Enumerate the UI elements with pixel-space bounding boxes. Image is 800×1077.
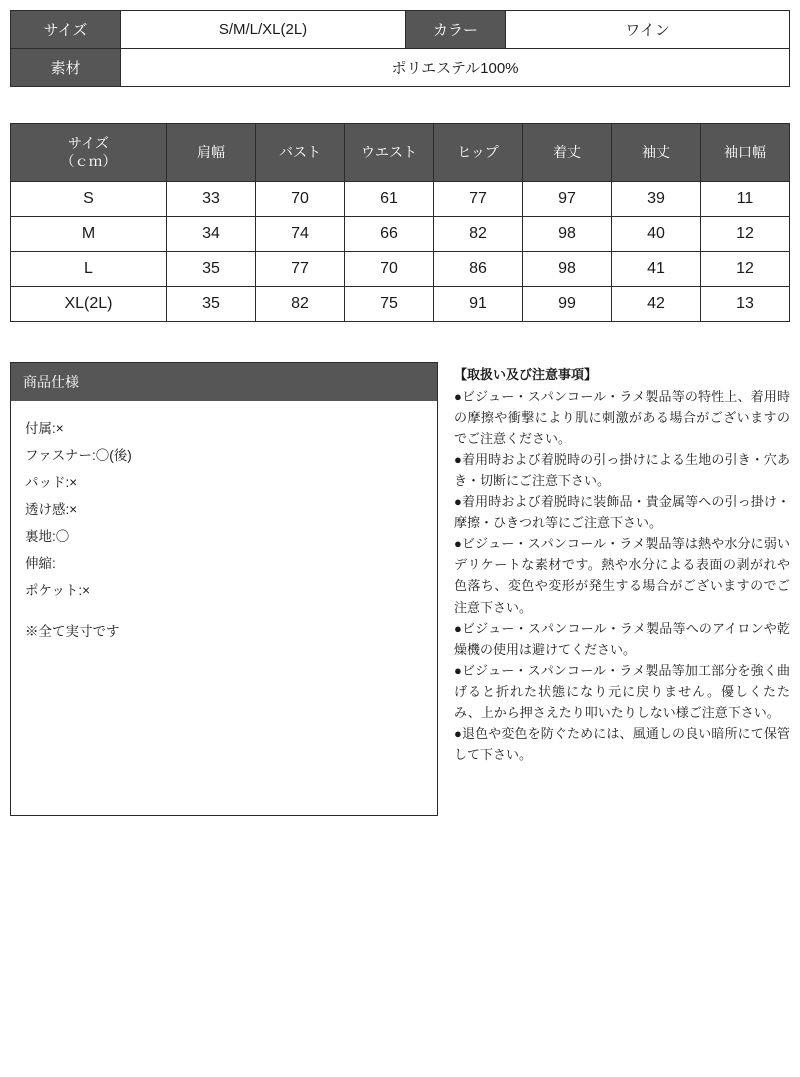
list-item: パッド:× — [25, 475, 78, 490]
table-row — [11, 49, 790, 87]
product-detail-page — [0, 10, 800, 1077]
size-chart-cell: 86 — [434, 252, 523, 287]
care-note-item: ●着用時および着脱時に装飾品・貴金属等への引っ掛け・摩擦・ひきつれ等にご注意下さい。 — [454, 494, 790, 531]
product-specification-footnote: ※全て実寸です — [25, 624, 120, 639]
size-chart-row-label: L — [11, 252, 167, 287]
size-chart-cell: 97 — [523, 182, 612, 217]
care-note-item: ●ビジュー・スパンコール・ラメ製品等へのアイロンや乾燥機の使用は避けてください。 — [454, 620, 790, 657]
size-chart-cell: 12 — [701, 217, 790, 252]
size-chart-table — [10, 123, 790, 322]
size-chart-cell: 82 — [434, 217, 523, 252]
size-chart-cell: 35 — [167, 252, 256, 287]
spacer — [25, 604, 423, 618]
size-chart-cell: 12 — [701, 252, 790, 287]
size-chart-header-shoulder: 肩幅 — [167, 124, 256, 182]
list-item: 裏地:〇 — [25, 529, 70, 544]
care-note-item: ●ビジュー・スパンコール・ラメ製品等の特性上、着用時の摩擦や衝撃により肌に刺激がある場合がございますのでご注意ください。 — [454, 389, 790, 447]
list-item: ファスナー:〇(後) — [25, 448, 132, 463]
care-note-item: ●着用時および着脱時の引っ掛けによる生地の引き・穴あき・切断にご注意下さい。 — [454, 452, 790, 489]
table-row — [11, 11, 790, 49]
size-chart-cell: 61 — [345, 182, 434, 217]
size-chart-cell: 70 — [345, 252, 434, 287]
table-row — [11, 217, 790, 252]
size-chart-header-cuff: 袖口幅 — [701, 124, 790, 182]
size-chart-cell: 70 — [256, 182, 345, 217]
list-item: 付属:× — [25, 421, 64, 436]
product-spec-table — [10, 10, 790, 87]
size-chart-row-label: XL(2L) — [11, 287, 167, 322]
table-row — [11, 182, 790, 217]
size-chart-cell: 99 — [523, 287, 612, 322]
product-specification-box — [10, 362, 438, 816]
care-note-item: ●ビジュー・スパンコール・ラメ製品等は熱や水分に弱いデリケートな素材です。熱や水分による表面の剥がれや色落ち、変色や変形が発生する場合がございますのでご注意下さい。 — [454, 536, 790, 615]
list-item: 透け感:× — [25, 502, 78, 517]
size-chart-header-size-line1: サイズ — [68, 135, 109, 151]
spec-label-color: カラー — [406, 11, 506, 49]
size-chart-header-bust: バスト — [256, 124, 345, 182]
size-chart-cell: 74 — [256, 217, 345, 252]
table-row — [11, 252, 790, 287]
list-item: 伸縮: — [25, 556, 56, 571]
size-chart-cell: 35 — [167, 287, 256, 322]
spec-label-size: サイズ — [11, 11, 121, 49]
size-chart-row-label: M — [11, 217, 167, 252]
size-chart-row-label: S — [11, 182, 167, 217]
size-chart-cell: 11 — [701, 182, 790, 217]
size-chart-cell: 98 — [523, 252, 612, 287]
size-chart-header-row — [11, 124, 790, 182]
product-specification-body — [10, 401, 438, 816]
care-note-item: ●ビジュー・スパンコール・ラメ製品等加工部分を強く曲げると折れた状態になり元に戻りません。優しくたたみ、上から押さえたり叩いたりしない様ご注意下さい。 — [454, 662, 790, 720]
size-chart-cell: 82 — [256, 287, 345, 322]
spec-value-size: S/M/L/XL(2L) — [121, 11, 406, 49]
size-chart-cell: 41 — [612, 252, 701, 287]
size-chart-header-waist: ウエスト — [345, 124, 434, 182]
size-chart-cell: 42 — [612, 287, 701, 322]
spec-value-material: ポリエステル100% — [121, 49, 790, 87]
size-chart-header-hip: ヒップ — [434, 124, 523, 182]
size-chart-cell: 13 — [701, 287, 790, 322]
care-notes-heading: 【取扱い及び注意事項】 — [454, 367, 598, 382]
size-chart-cell: 98 — [523, 217, 612, 252]
spec-value-color: ワイン — [506, 11, 790, 49]
size-chart-header-size-line2: （ｃｍ） — [60, 152, 117, 169]
size-chart-cell: 34 — [167, 217, 256, 252]
size-chart-cell: 66 — [345, 217, 434, 252]
size-chart-header-size — [11, 124, 167, 182]
care-note-item: ●退色や変色を防ぐためには、風通しの良い暗所にて保管して下さい。 — [454, 725, 790, 762]
size-chart-header-sleeve: 袖丈 — [612, 124, 701, 182]
size-chart-cell: 91 — [434, 287, 523, 322]
size-chart-cell: 75 — [345, 287, 434, 322]
size-chart-header-length: 着丈 — [523, 124, 612, 182]
size-chart-cell: 77 — [256, 252, 345, 287]
size-chart-cell: 33 — [167, 182, 256, 217]
size-chart-cell: 40 — [612, 217, 701, 252]
list-item: ポケット:× — [25, 583, 90, 598]
size-chart-cell: 77 — [434, 182, 523, 217]
table-row — [11, 287, 790, 322]
size-chart-cell: 39 — [612, 182, 701, 217]
product-specification-title: 商品仕様 — [10, 362, 438, 401]
care-notes — [454, 362, 790, 765]
spec-label-material: 素材 — [11, 49, 121, 87]
bottom-section — [10, 362, 790, 816]
